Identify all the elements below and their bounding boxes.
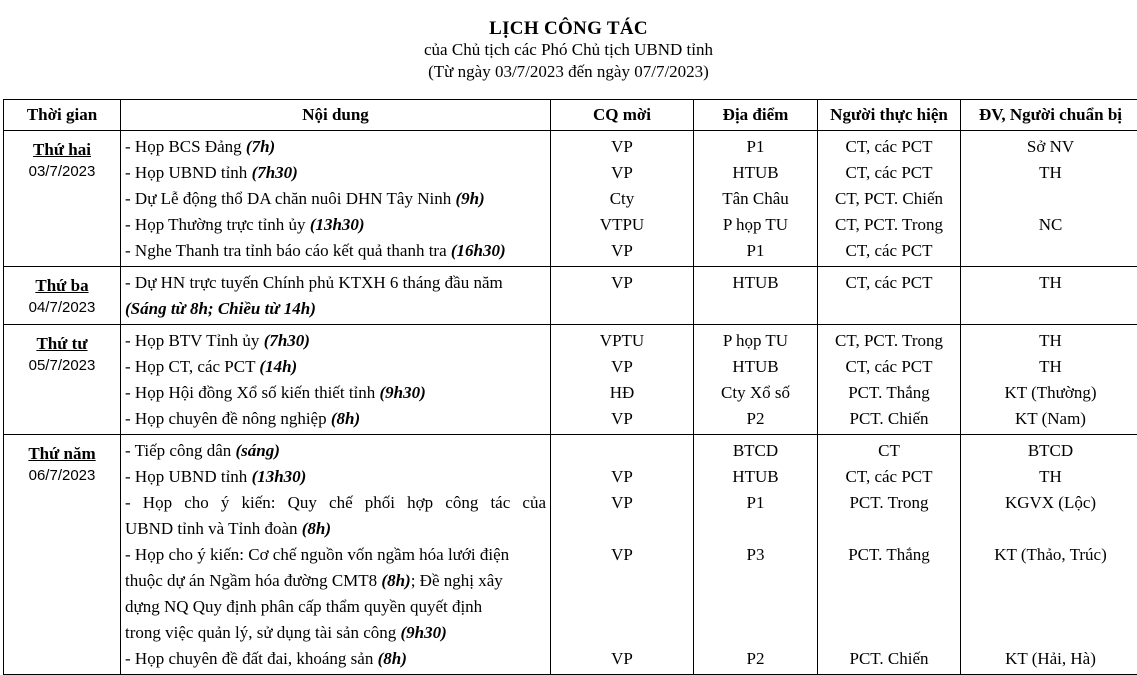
day-date: 05/7/2023 [4, 355, 120, 377]
list-item: - Họp BCS Đảng (7h) [121, 134, 550, 160]
prep-cell: BTCD TH KGVX (Lộc) KT (Thảo, Trúc) KT (Hải, Hà) [961, 435, 1137, 675]
list-item: - Họp Hội đồng Xổ số kiến thiết tỉnh (9h30) [121, 380, 550, 406]
content-cell [121, 325, 551, 435]
list-item: - Họp chuyên đề đất đai, khoáng sản (8h) [121, 646, 550, 672]
table-row-tuesday [4, 267, 1137, 325]
date-range: (Từ ngày 03/7/2023 đến ngày 07/7/2023) [0, 62, 1137, 82]
day-date: 04/7/2023 [4, 297, 120, 319]
list-item: - Tiếp công dân (sáng) [121, 438, 550, 464]
day-cell [4, 267, 121, 325]
inviter-cell: VP VP Cty VTPU VP [551, 131, 694, 267]
list-item: - Họp UBND tỉnh (7h30) [121, 160, 550, 186]
day-cell [4, 131, 121, 267]
table-row-wednesday [4, 325, 1137, 435]
list-item: - Dự HN trực tuyến Chính phủ KTXH 6 tháng đầu năm [121, 270, 550, 296]
page-title: LỊCH CÔNG TÁC [0, 18, 1137, 40]
person-cell: CT CT, các PCT PCT. Trong PCT. Thắng PCT. Chiến [818, 435, 961, 675]
list-item-cont: trong việc quản lý, sử dụng tài sản công (9h30) [121, 620, 550, 646]
day-label: Thứ ba [4, 275, 120, 297]
place-cell: P họp TU HTUB Cty Xổ số P2 [694, 325, 818, 435]
list-item: - Dự Lễ động thổ DA chăn nuôi DHN Tây Ninh (9h) [121, 186, 550, 212]
table-row-monday [4, 131, 1137, 267]
inviter-cell: VP [551, 267, 694, 325]
list-item-cont: dựng NQ Quy định phân cấp thẩm quyền quyết định [121, 594, 550, 620]
content-cell [121, 435, 551, 675]
place-cell: HTUB [694, 267, 818, 325]
day-label: Thứ tư [4, 333, 120, 355]
list-item-cont: thuộc dự án Ngầm hóa đường CMT8 (8h); Đề nghị xây [121, 568, 550, 594]
inviter-cell: VPTU VP HĐ VP [551, 325, 694, 435]
list-item-time: (Sáng từ 8h; Chiều từ 14h) [121, 296, 550, 322]
table-header-row [4, 100, 1137, 131]
place-cell: BTCD HTUB P1 P3 P2 [694, 435, 818, 675]
list-item: - Họp UBND tỉnh (13h30) [121, 464, 550, 490]
list-item-cont: UBND tỉnh và Tỉnh đoàn (8h) [121, 516, 550, 542]
list-item: - Họp BTV Tỉnh ủy (7h30) [121, 328, 550, 354]
table-row-thursday [4, 435, 1137, 675]
person-cell: CT, các PCT [818, 267, 961, 325]
day-cell [4, 435, 121, 675]
prep-cell: TH [961, 267, 1137, 325]
col-header-person: Người thực hiện [818, 100, 961, 131]
prep-cell: Sở NV TH NC [961, 131, 1137, 267]
content-cell [121, 267, 551, 325]
day-label: Thứ năm [4, 443, 120, 465]
list-item: - Họp cho ý kiến: Cơ chế nguồn vốn ngầm hóa lưới điện [121, 542, 550, 568]
prep-cell: TH TH KT (Thường) KT (Nam) [961, 325, 1137, 435]
col-header-place: Địa điểm [694, 100, 818, 131]
col-header-time: Thời gian [4, 100, 121, 131]
list-item: - Họp CT, các PCT (14h) [121, 354, 550, 380]
place-cell: P1 HTUB Tân Châu P họp TU P1 [694, 131, 818, 267]
person-cell: CT, PCT. Trong CT, các PCT PCT. Thắng PCT. Chiến [818, 325, 961, 435]
col-header-inviter: CQ mời [551, 100, 694, 131]
col-header-content: Nội dung [121, 100, 551, 131]
day-cell [4, 325, 121, 435]
day-date: 06/7/2023 [4, 465, 120, 487]
list-item: - Họp chuyên đề nông nghiệp (8h) [121, 406, 550, 432]
person-cell: CT, các PCT CT, các PCT CT, PCT. Chiến CT, PCT. Trong CT, các PCT [818, 131, 961, 267]
list-item: - Họp cho ý kiến: Quy chế phối hợp công tác của [121, 490, 550, 516]
list-item: - Nghe Thanh tra tỉnh báo cáo kết quả thanh tra (16h30) [121, 238, 550, 264]
content-cell [121, 131, 551, 267]
inviter-cell: VP VP VP VP [551, 435, 694, 675]
col-header-prep: ĐV, Người chuẩn bị [961, 100, 1137, 131]
day-label: Thứ hai [4, 139, 120, 161]
day-date: 03/7/2023 [4, 161, 120, 183]
schedule-table [3, 99, 1137, 675]
list-item: - Họp Thường trực tỉnh ủy (13h30) [121, 212, 550, 238]
page-subtitle: của Chủ tịch các Phó Chủ tịch UBND tỉnh [0, 40, 1137, 60]
